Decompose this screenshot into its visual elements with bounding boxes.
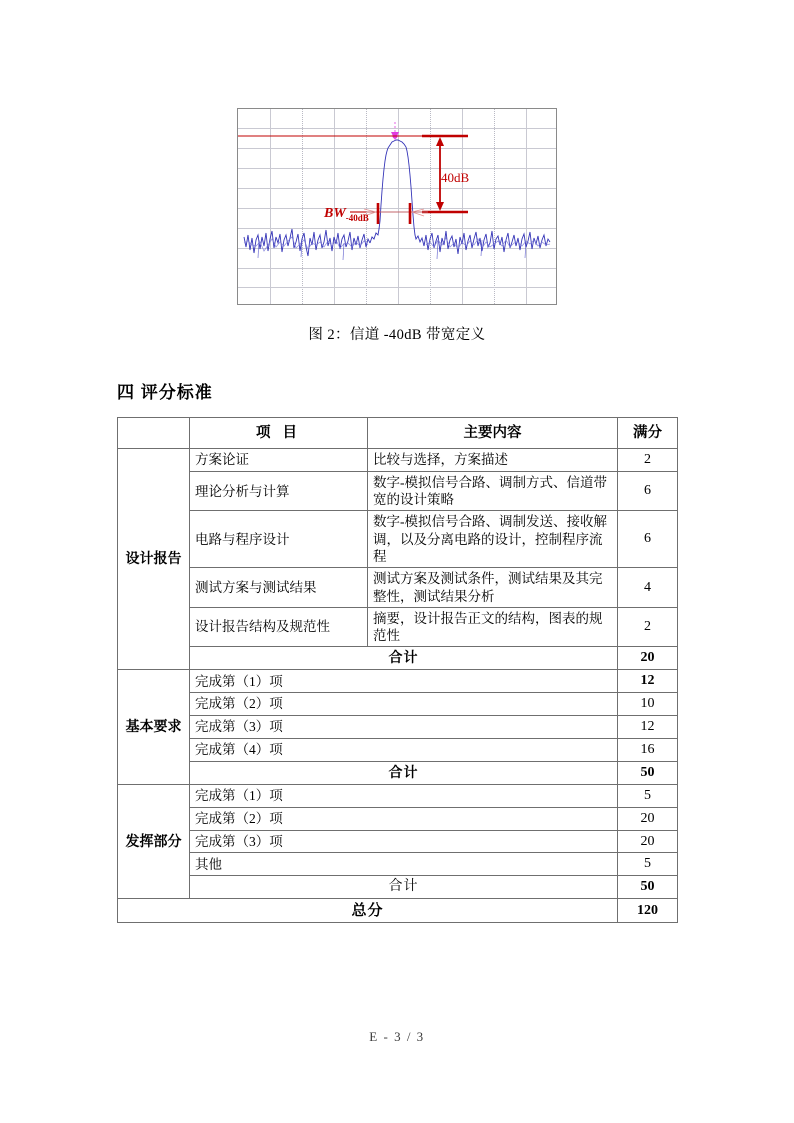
- row-score: 12: [618, 670, 678, 693]
- header-content: 主要内容: [368, 418, 618, 449]
- page-title: 四 评分标准: [117, 383, 213, 402]
- section-label-design-report: 设计报告: [118, 449, 190, 670]
- depth-label: 40dB: [441, 170, 470, 185]
- row-score: 5: [618, 853, 678, 876]
- table-subtotal-row: [118, 647, 678, 670]
- row-item: 方案论证: [190, 449, 368, 472]
- row-score: 2: [618, 449, 678, 472]
- subtotal-label: 合计: [190, 647, 618, 670]
- row-content: 测试方案及测试条件，测试结果及其完整性，测试结果分析: [368, 568, 618, 608]
- row-item: 完成第（4）项: [190, 738, 618, 761]
- subtotal-score: 50: [618, 876, 678, 899]
- row-item: 完成第（3）项: [190, 716, 618, 739]
- page-footer: E - 3 / 3: [369, 1029, 425, 1044]
- table-row: [118, 830, 678, 853]
- header-item: 项 目: [190, 418, 368, 449]
- figure-annotations: [238, 109, 557, 305]
- row-score: 16: [618, 738, 678, 761]
- table-row: [118, 738, 678, 761]
- table-header-row: [118, 418, 678, 449]
- row-item: 设计报告结构及规范性: [190, 607, 368, 647]
- row-score: 20: [618, 807, 678, 830]
- row-item: 完成第（1）项: [190, 784, 618, 807]
- row-item: 完成第（2）项: [190, 693, 618, 716]
- scoring-criteria-table: [117, 417, 678, 923]
- row-score: 5: [618, 784, 678, 807]
- grand-total-label: 总分: [118, 899, 618, 923]
- table-subtotal-row: [118, 761, 678, 784]
- row-score: 20: [618, 830, 678, 853]
- bandwidth-label: [324, 204, 369, 223]
- row-item: 测试方案与测试结果: [190, 568, 368, 608]
- row-content: 数字-模拟信号合路、调制发送、接收解调，以及分离电路的设计，控制程序流程: [368, 511, 618, 568]
- table-row: [118, 853, 678, 876]
- row-item: 其他: [190, 853, 618, 876]
- row-score: 4: [618, 568, 678, 608]
- table-row: [118, 607, 678, 647]
- row-score: 2: [618, 607, 678, 647]
- subtotal-label: 合计: [190, 761, 618, 784]
- table-row: [118, 784, 678, 807]
- row-item: 完成第（1）项: [190, 670, 618, 693]
- table-row: [118, 511, 678, 568]
- spectrum-analyzer-figure: [237, 108, 557, 305]
- header-category: [118, 418, 190, 449]
- row-item: 理论分析与计算: [190, 471, 368, 511]
- row-score: 6: [618, 471, 678, 511]
- subtotal-score: 20: [618, 647, 678, 670]
- grand-total-score: 120: [618, 899, 678, 923]
- row-item: 完成第（3）项: [190, 830, 618, 853]
- row-content: 比较与选择，方案描述: [368, 449, 618, 472]
- table-row: [118, 568, 678, 608]
- table-row: [118, 716, 678, 739]
- figure-block: [0, 108, 794, 344]
- table-row: [118, 449, 678, 472]
- table-subtotal-row: [118, 876, 678, 899]
- bandwidth-subscript: -40dB: [345, 213, 369, 224]
- row-item: 完成第（2）项: [190, 807, 618, 830]
- figure-caption: 图 2：信道 -40dB 带宽定义: [308, 327, 486, 343]
- subtotal-label: 合计: [190, 876, 618, 899]
- table-row: [118, 471, 678, 511]
- row-content: 摘要，设计报告正文的结构，图表的规范性: [368, 607, 618, 647]
- table-row: [118, 670, 678, 693]
- header-score: 满分: [618, 418, 678, 449]
- table-row: [118, 693, 678, 716]
- bandwidth-symbol: BW: [324, 206, 346, 221]
- subtotal-score: 50: [618, 761, 678, 784]
- row-score: 12: [618, 716, 678, 739]
- row-score: 10: [618, 693, 678, 716]
- table-row: [118, 807, 678, 830]
- row-score: 6: [618, 511, 678, 568]
- peak-marker-icon: [391, 122, 399, 140]
- section-label-advanced-part: 发挥部分: [118, 784, 190, 899]
- scoring-criteria-table-wrapper: [117, 417, 677, 923]
- row-item: 电路与程序设计: [190, 511, 368, 568]
- row-content: 数字-模拟信号合路、调制方式、信道带宽的设计策略: [368, 471, 618, 511]
- table-grand-total-row: [118, 899, 678, 923]
- section-label-basic-requirements: 基本要求: [118, 670, 190, 785]
